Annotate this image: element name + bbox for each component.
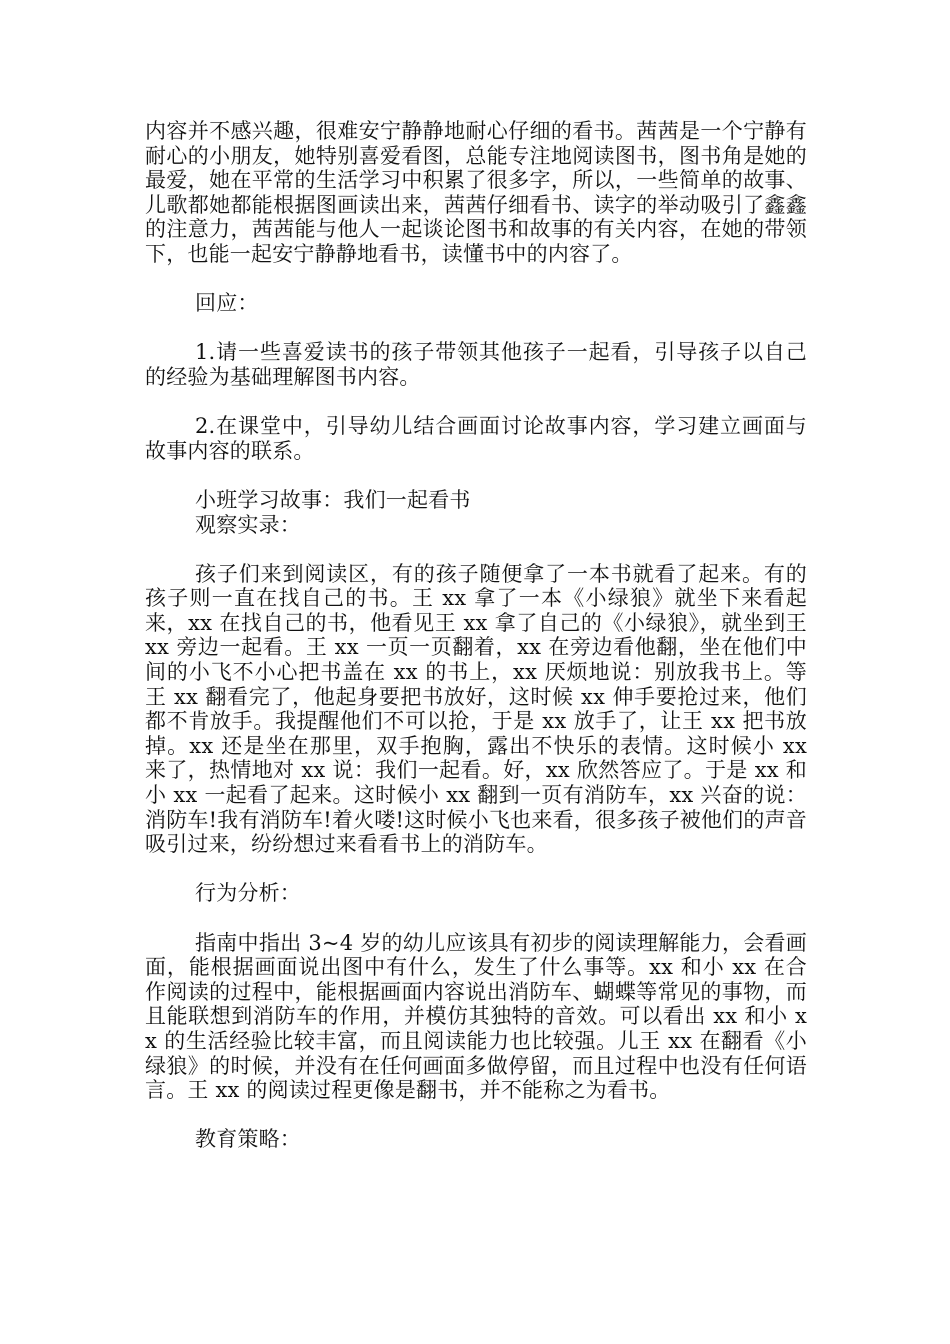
- paragraph-reading-observation-end: 内容并不感兴趣，很难安宁静静地耐心仔细的看书。茜茜是一个宁静有耐心的小朋友，她特别喜爱看图，总能专注地阅读图书，图书角是她的最爱，她在平常的生活学习中积累了很多字，所以，一些简单的故事、儿歌都她都能根据图画读出来，茜茜仔细看书、读字的举动吸引了鑫鑫的注意力，茜茜能与他人一起谈论图书和故事的有关内容，在她的带领下，也能一起安宁静静地看书，读懂书中的内容了。: [145, 119, 807, 266]
- paragraph-behavior-analysis: 指南中指出 3~4 岁的幼儿应该具有初步的阅读理解能力，会看画面，能根据画面说出图中有什么，发生了什么事等。xx 和小 xx 在合作阅读的过程中，能根据画面内容说出消防车、蝴蝶等常见的事物，而且能联想到消防车的作用，并模仿其独特的音效。可以看出 xx 和小 xx 的生活经验比较丰富，而且阅读能力也比较强。儿王 xx 在翻看《小绿狼》的时候，并没有在任何画面多做停留，而且过程中也没有任何语言。王 xx 的阅读过程更像是翻书，并不能称之为看书。: [145, 930, 807, 1103]
- heading-observation-record: 观察实录：: [195, 512, 301, 537]
- heading-response: 回应：: [195, 291, 259, 316]
- response-item-2: 2.在课堂中，引导幼儿结合画面讨论故事内容，学习建立画面与故事内容的联系。: [145, 414, 807, 463]
- response-item-1: 1.请一些喜爱读书的孩子带领其他孩子一起看，引导孩子以自己的经验为基础理解图书内容。: [145, 340, 807, 389]
- heading-education-strategy: 教育策略：: [195, 1127, 301, 1152]
- paragraph-observation: 孩子们来到阅读区，有的孩子随便拿了一本书就看了起来。有的孩子则一直在找自己的书。王 xx 拿了一本《小绿狼》就坐下来看起来，xx 在找自己的书，他看见王 xx 拿了自己的《小绿狼》，就坐到王 xx 旁边一起看。王 xx 一页一页翻着，xx 在旁边看他翻，坐在他们中间的小飞不小心把书盖在 xx 的书上，xx 厌烦地说：别放我书上。等王 xx 翻看完了，他起身要把书放好，这时候 xx 伸手要抢过来，他们都不肯放手。我提醒他们不可以抢，于是 xx 放手了，让王 xx 把书放掉。xx 还是坐在那里，双手抱胸，露出不快乐的表情。这时候小 xx 来了，热情地对 xx 说：我们一起看。好，xx 欣然答应了。于是 xx 和小 xx 一起看了起来。这时候小 xx 翻到一页有消防车，xx 兴奋的说：消防车!我有消防车!着火喽!这时候小飞也来看，很多孩子被他们的声音吸引过来，纷纷想过来看看书上的消防车。: [145, 561, 807, 857]
- story-title: 小班学习故事：我们一起看书: [195, 487, 471, 512]
- heading-behavior-analysis: 行为分析：: [195, 881, 301, 906]
- document-page: [145, 119, 807, 1152]
